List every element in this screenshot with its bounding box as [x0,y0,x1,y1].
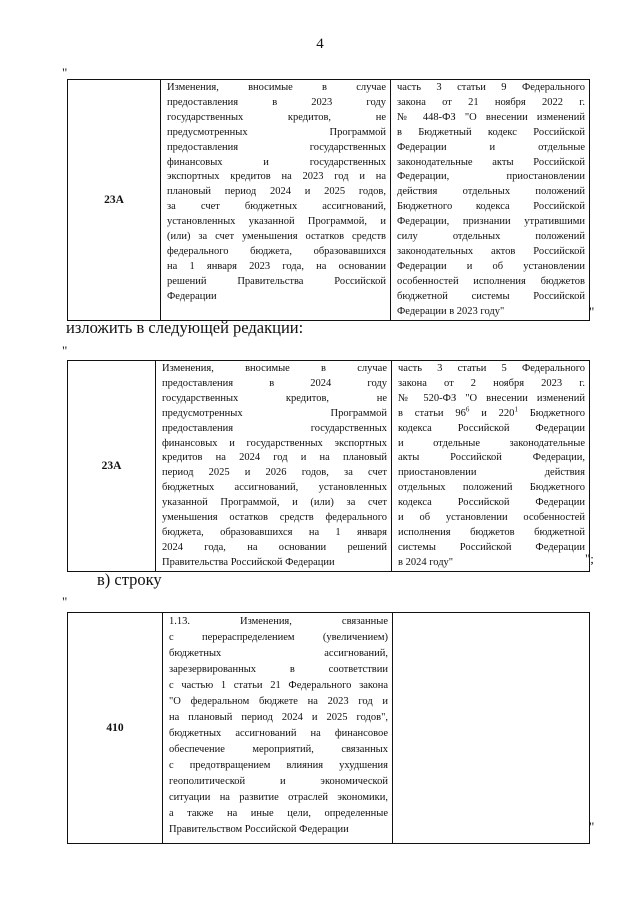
description-cell [156,361,392,572]
description-line: финансовых и государственных экспортных [162,437,387,449]
basis-text: Бюджетного [517,407,585,419]
description-line: государственных кредитов, не [162,392,387,404]
open-quote: " [62,343,68,358]
description-line: за счет бюджетных ассигнований, [167,201,386,213]
description-line: 1.13. Изменения, связанные [169,616,388,627]
basis-line: закона от 2 ноября 2023 г. [398,377,585,389]
description-line: бюджетных ассигнований, [169,648,388,659]
description-cell [161,80,391,321]
description-line: с частью 1 статьи 21 Федерального закона [169,680,388,691]
basis-cell-empty [393,613,590,844]
basis-line: кодекса Российской Федерации [398,422,585,434]
description-line: Правительства Российской Федерации [162,556,335,568]
description-line: бюджета, образовавшихся на 1 января [162,526,387,538]
description-line: указанной Программой, и (или) за счет [162,497,387,509]
close-quote: "; [585,551,594,566]
description-line: бюджетных ассигнований, установленных [162,482,387,494]
description-line: федерального бюджета, образовавшихся [167,245,386,257]
description-line: решений Правительства Российской [167,275,386,287]
superscript: 1 [514,405,518,414]
basis-line: и об установлении особенностей [398,512,585,524]
description-line: финансовых и государственных [167,156,386,168]
basis-line: действия отдельных положений [397,186,585,198]
basis-line: Федерации в 2023 году" [397,305,505,317]
description-line: экспортных кредитов на 2023 год и на [167,171,386,183]
basis-line: законодательных актов Российской [397,245,585,257]
basis-line: часть 3 статьи 9 Федерального [397,82,585,93]
description-line: а также на иные цели, определенные [169,808,388,819]
description-line: Изменения, вносимые в случае [167,82,386,93]
row-code-cell [68,361,156,572]
basis-cell [391,80,590,321]
description-line: ситуации на развитие отраслей экономики, [169,792,388,803]
row-code: 23А [104,193,124,206]
basis-line: Федерации и отдельные [397,141,585,153]
basis-line: № 520-ФЗ "О внесении изменений [398,392,585,404]
basis-cell [392,361,590,572]
description-line: с предотвращением влияния ухудшения [169,760,388,771]
basis-line: исполнения бюджетов бюджетной [398,526,585,538]
basis-line: в 2024 году" [398,556,454,568]
basis-line: силу отдельных положений [397,231,585,243]
basis-line: Федерации, приостановлении [397,171,585,183]
basis-text: в статьи 96 [398,407,466,419]
table-row-23a-new [67,360,590,572]
basis-line: системы Российской Федерации [398,541,585,553]
description-line: предоставления государственных [162,422,387,434]
open-quote: " [62,65,68,80]
basis-line: бюджетной системы Российской [397,290,585,302]
basis-text: и 220 [469,407,515,419]
section-heading: в) строку [97,570,162,589]
description-line: предусмотренных Программой [167,126,386,138]
description-line: кредитов на 2024 год и на плановый [162,452,387,464]
page-number: 4 [316,36,324,52]
description-line: Правительством Российской Федерации [169,824,349,835]
description-line: с перераспределением (увеличением) [169,632,388,643]
description-line: "О федеральном бюджете на 2023 год и [169,696,388,707]
open-quote: " [62,594,68,609]
close-quote: " [589,819,595,834]
row-code-cell [68,613,163,844]
row-code-cell [68,80,161,321]
description-line: период 2025 и 2026 годов, за счет [162,467,387,479]
basis-line: кодекса Российской Федерации [398,497,585,509]
description-line: предоставления в 2023 году [167,96,386,108]
basis-line-with-superscripts [392,406,589,421]
description-cell [163,613,393,844]
description-line: на 1 января 2023 года, на основании [167,260,386,272]
description-line: на плановый период 2024 и 2025 годов", [169,712,388,723]
superscript: 6 [465,405,470,414]
basis-line: Федерации и об установлении [397,260,585,272]
basis-line: особенностей исполнения бюджетов [397,275,585,287]
basis-line: приостановлении действия [398,467,585,479]
description-line: Изменения, вносимые в случае [162,363,387,374]
basis-line: акты Российской Федерации, [398,452,585,464]
description-line: геополитической и экономической [169,776,388,787]
description-line: зарезервированных в соответствии [169,664,388,675]
description-line: (или) за счет уменьшения остатков средств [167,231,386,243]
description-line: государственных кредитов, не [167,111,386,123]
basis-line: в Бюджетный кодекс Российской [397,126,585,138]
description-line: бюджетных ассигнований на финансовое [169,728,388,739]
basis-line: закона от 21 ноября 2022 г. [397,96,585,108]
basis-line: Бюджетного кодекса Российской [397,201,585,213]
table-row-23a-old [67,79,590,321]
basis-line: Федерации, признании утратившими [397,216,585,228]
row-code: 23А [101,459,122,472]
section-heading: изложить в следующей редакции: [66,318,304,337]
description-line: 2024 года, на основании решений [162,541,387,553]
basis-line: и отдельные законодательные [398,437,585,449]
basis-line: № 448-ФЗ "О внесении изменений [397,111,585,123]
description-line: Федерации [167,290,217,302]
basis-line: часть 3 статьи 5 Федерального [398,363,585,374]
basis-line: законодательные акты Российской [397,156,585,168]
table-row-410 [67,612,590,844]
description-line: плановый период 2024 и 2025 годов, [167,186,386,198]
row-code: 410 [106,722,124,734]
description-line: предусмотренных Программой [162,407,387,419]
description-line: предоставления государственных [167,141,386,153]
description-line: установленных указанной Программой, и [167,216,386,228]
description-line: уменьшения остатков средств федерального [162,512,387,524]
description-line: предоставления в 2024 году [162,377,387,389]
basis-line: отдельных положений Бюджетного [398,482,585,494]
description-line: обеспечение мероприятий, связанных [169,744,388,755]
close-quote: " [589,304,595,319]
